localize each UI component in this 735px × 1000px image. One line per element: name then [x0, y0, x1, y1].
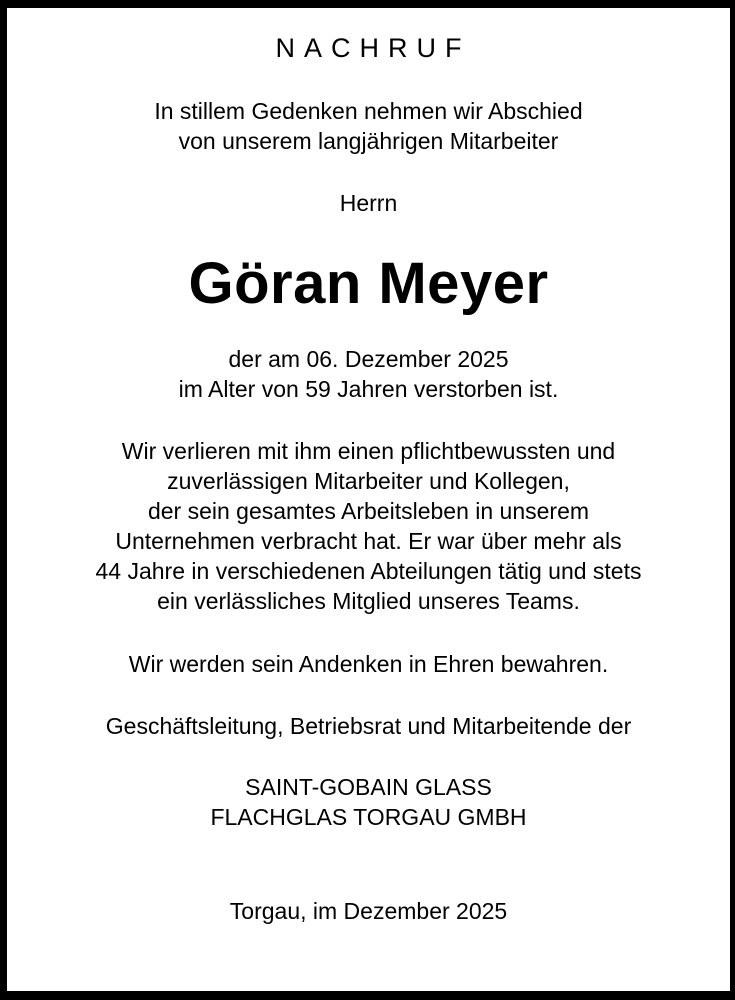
obituary-content	[7, 33, 730, 926]
intro-line: von unserem langjährigen Mitarbeiter	[178, 128, 559, 154]
tribute-line: zuverlässigen Mitarbeiter und Kollegen,	[167, 468, 570, 494]
tribute-line: der sein gesamtes Arbeitsleben in unserem	[147, 498, 590, 524]
notice-header: NACHRUF	[275, 33, 471, 63]
company-block	[7, 772, 730, 832]
death-info-line: im Alter von 59 Jahren verstorben ist.	[178, 376, 559, 402]
deceased-name: Göran Meyer	[188, 251, 549, 316]
company-name-line: FLACHGLAS TORGAU GMBH	[210, 804, 527, 830]
death-info-block	[7, 344, 730, 404]
death-info-line: der am 06. Dezember 2025	[228, 346, 509, 372]
salutation: Herrn	[339, 190, 398, 216]
company-name-line: SAINT-GOBAIN GLASS	[245, 774, 492, 800]
intro-line: In stillem Gedenken nehmen wir Abschied	[154, 98, 583, 124]
tribute-line: 44 Jahre in verschiedenen Abteilungen tätig und stets	[95, 558, 642, 584]
signature-line: Geschäftsleitung, Betriebsrat und Mitarbeitende der	[105, 713, 632, 739]
remembrance-line: Wir werden sein Andenken in Ehren bewahren.	[128, 651, 609, 677]
tribute-line: Wir verlieren mit ihm einen pflichtbewussten und	[121, 438, 616, 464]
tribute-line: Unternehmen verbracht hat. Er war über mehr als	[115, 528, 622, 554]
tribute-line: ein verlässliches Mitglied unseres Teams.	[157, 588, 580, 614]
tribute-paragraph	[7, 436, 730, 616]
place-date-line: Torgau, im Dezember 2025	[229, 898, 508, 924]
intro-block	[7, 96, 730, 156]
